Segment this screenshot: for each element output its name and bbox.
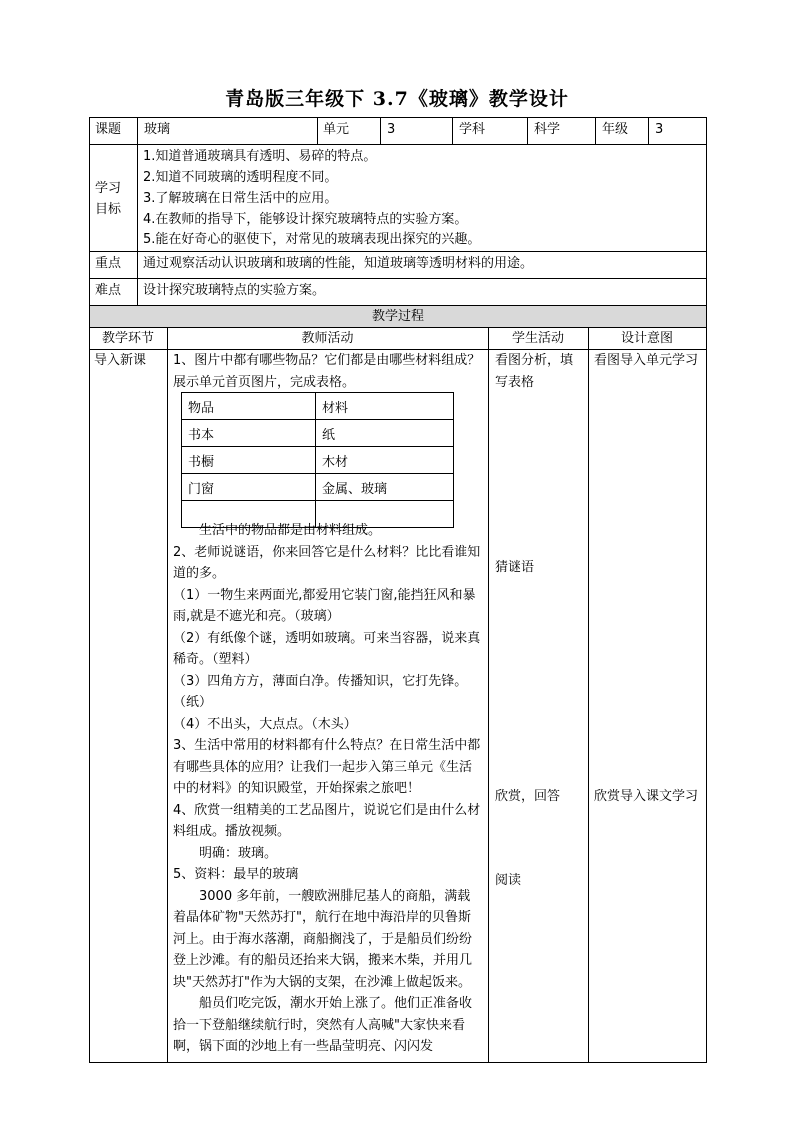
grade-value: 3 (655, 122, 664, 137)
col-line (137, 117, 138, 305)
teacher-paragraph: （4）不出头，大点点。（木头） (173, 716, 357, 732)
topic-value: 玻璃 (144, 122, 171, 137)
teacher-activity-body (173, 520, 483, 1058)
table-border-right (706, 117, 707, 1063)
student-activity: 阅读 (495, 873, 522, 888)
student-activity: 欣赏，回答 (495, 789, 561, 804)
goals-label: 目标 (95, 202, 122, 217)
process-heading: 教学过程 (371, 309, 424, 324)
goal-item: 5.能在好奇心的驱使下，对常见的玻璃表现出探究的兴趣。 (143, 232, 481, 247)
teacher-activity-intro (173, 350, 483, 393)
table-row (182, 420, 454, 447)
design-intent: 欣赏导入课文学习 (594, 789, 699, 804)
goal-item: 3.了解玻璃在日常生活中的应用。 (143, 191, 338, 206)
page-title: 青岛版三年级下 3.7《玻璃》教学设计 (225, 88, 569, 110)
row-line (89, 327, 707, 328)
unit-label: 单元 (323, 122, 350, 137)
col-line (488, 327, 489, 1063)
goal-item: 2.知道不同玻璃的透明程度不同。 (143, 170, 338, 185)
teacher-paragraph: 1、图片中都有哪些物品？它们都是由哪些材料组成？展示单元首页图片，完成表格。 (173, 353, 481, 390)
col-line (595, 117, 596, 144)
table-cell: 木材 (316, 447, 454, 474)
subject-label: 学科 (459, 122, 486, 137)
teacher-paragraph: （1）一物生来两面光,都爱用它装门窗,能挡狂风和暴雨,就是不遮光和亮。（玻璃） (173, 587, 476, 624)
col-line (648, 117, 649, 144)
teacher-paragraph: 2、老师说谜语，你来回答它是什么材料？比比看谁知道的多。 (173, 544, 481, 581)
difficulty-label: 难点 (95, 283, 122, 298)
teacher-paragraph: 明确：玻璃。 (199, 845, 278, 861)
teacher-paragraph: 生活中的物品都是由材料组成。 (199, 523, 382, 538)
materials-table (181, 392, 454, 528)
goal-item: 4.在教师的指导下，能够设计探究玻璃特点的实验方案。 (143, 212, 468, 227)
subject-value: 科学 (534, 122, 561, 137)
table-cell: 书本 (182, 420, 316, 447)
teacher-paragraph: 船员们吃完饭，潮水开始上涨了。他们正准备收拾一下登船继续航行时，突然有人高喊"大家快来看啊，锅下面的沙地上有一些晶莹明亮、闪闪发 (173, 996, 473, 1054)
col-line (452, 117, 453, 144)
col-student-header: 学生活动 (511, 331, 564, 346)
col-line (380, 117, 381, 144)
table-row (182, 393, 454, 420)
student-activity: 看图分析，填写表格 (495, 353, 574, 390)
table-cell: 物品 (182, 393, 316, 420)
table-row (182, 474, 454, 501)
table-cell: 书橱 (182, 447, 316, 474)
row-line (89, 305, 707, 306)
design-intent: 看图导入单元学习 (594, 353, 699, 368)
table-cell: 材料 (316, 393, 454, 420)
focus-text: 通过观察活动认识玻璃和玻璃的性能，知道玻璃等透明材料的用途。 (143, 256, 534, 271)
stage-label: 导入新课 (94, 353, 147, 368)
table-row (182, 447, 454, 474)
unit-value: 3 (387, 122, 396, 137)
teacher-paragraph: 3000 多年前，一艘欧洲腓尼基人的商船，满载着晶体矿物"天然苏打"，航行在地中海沿岸的贝鲁斯河上。由于海水落潮，商船搁浅了，于是船员们纷纷登上沙滩。有的船员还抬来大锅，搬来木柴，并用几块"天然苏打"作为大锅的支架，在沙滩上做起饭来。 (173, 888, 473, 990)
table-border-bottom (89, 1062, 707, 1063)
table-cell: 纸 (316, 420, 454, 447)
table-cell: 门窗 (182, 474, 316, 501)
col-line (167, 327, 168, 1063)
grade-label: 年级 (602, 122, 629, 137)
goal-item: 1.知道普通玻璃具有透明、易碎的特点。 (143, 149, 377, 164)
table-border-left (89, 117, 90, 1063)
row-line (89, 251, 707, 252)
row-line (89, 144, 707, 145)
goals-label: 学习 (95, 181, 122, 196)
col-stage-header: 教学环节 (101, 331, 154, 346)
teacher-paragraph: （3）四角方方，薄面白净。传播知识，它打先锋。（纸） (173, 673, 468, 710)
col-teacher-header: 教师活动 (301, 331, 354, 346)
teacher-paragraph: 3、生活中常用的材料都有什么特点？在日常生活中都有哪些具体的应用？让我们一起步入第三单元《生活中的材料》的知识殿堂，开始探索之旅吧！ (173, 738, 481, 796)
table-cell: 金属、玻璃 (316, 474, 454, 501)
col-line (588, 327, 589, 1063)
col-line (527, 117, 528, 144)
teacher-paragraph: （2）有纸像个谜，透明如玻璃。可来当容器，说来真稀奇。（塑料） (173, 630, 481, 667)
difficulty-text: 设计探究玻璃特点的实验方案。 (143, 283, 326, 298)
col-intent-header: 设计意图 (620, 331, 673, 346)
teacher-paragraph: 5、资料：最早的玻璃 (173, 867, 299, 882)
col-line (317, 117, 318, 144)
focus-label: 重点 (95, 256, 122, 271)
table-border-top (89, 117, 707, 118)
row-line (89, 278, 707, 279)
student-activity: 猜谜语 (495, 560, 535, 575)
teacher-paragraph: 4、欣赏一组精美的工艺品图片，说说它们是由什么材料组成。播放视频。 (173, 802, 481, 839)
topic-label: 课题 (95, 122, 122, 137)
